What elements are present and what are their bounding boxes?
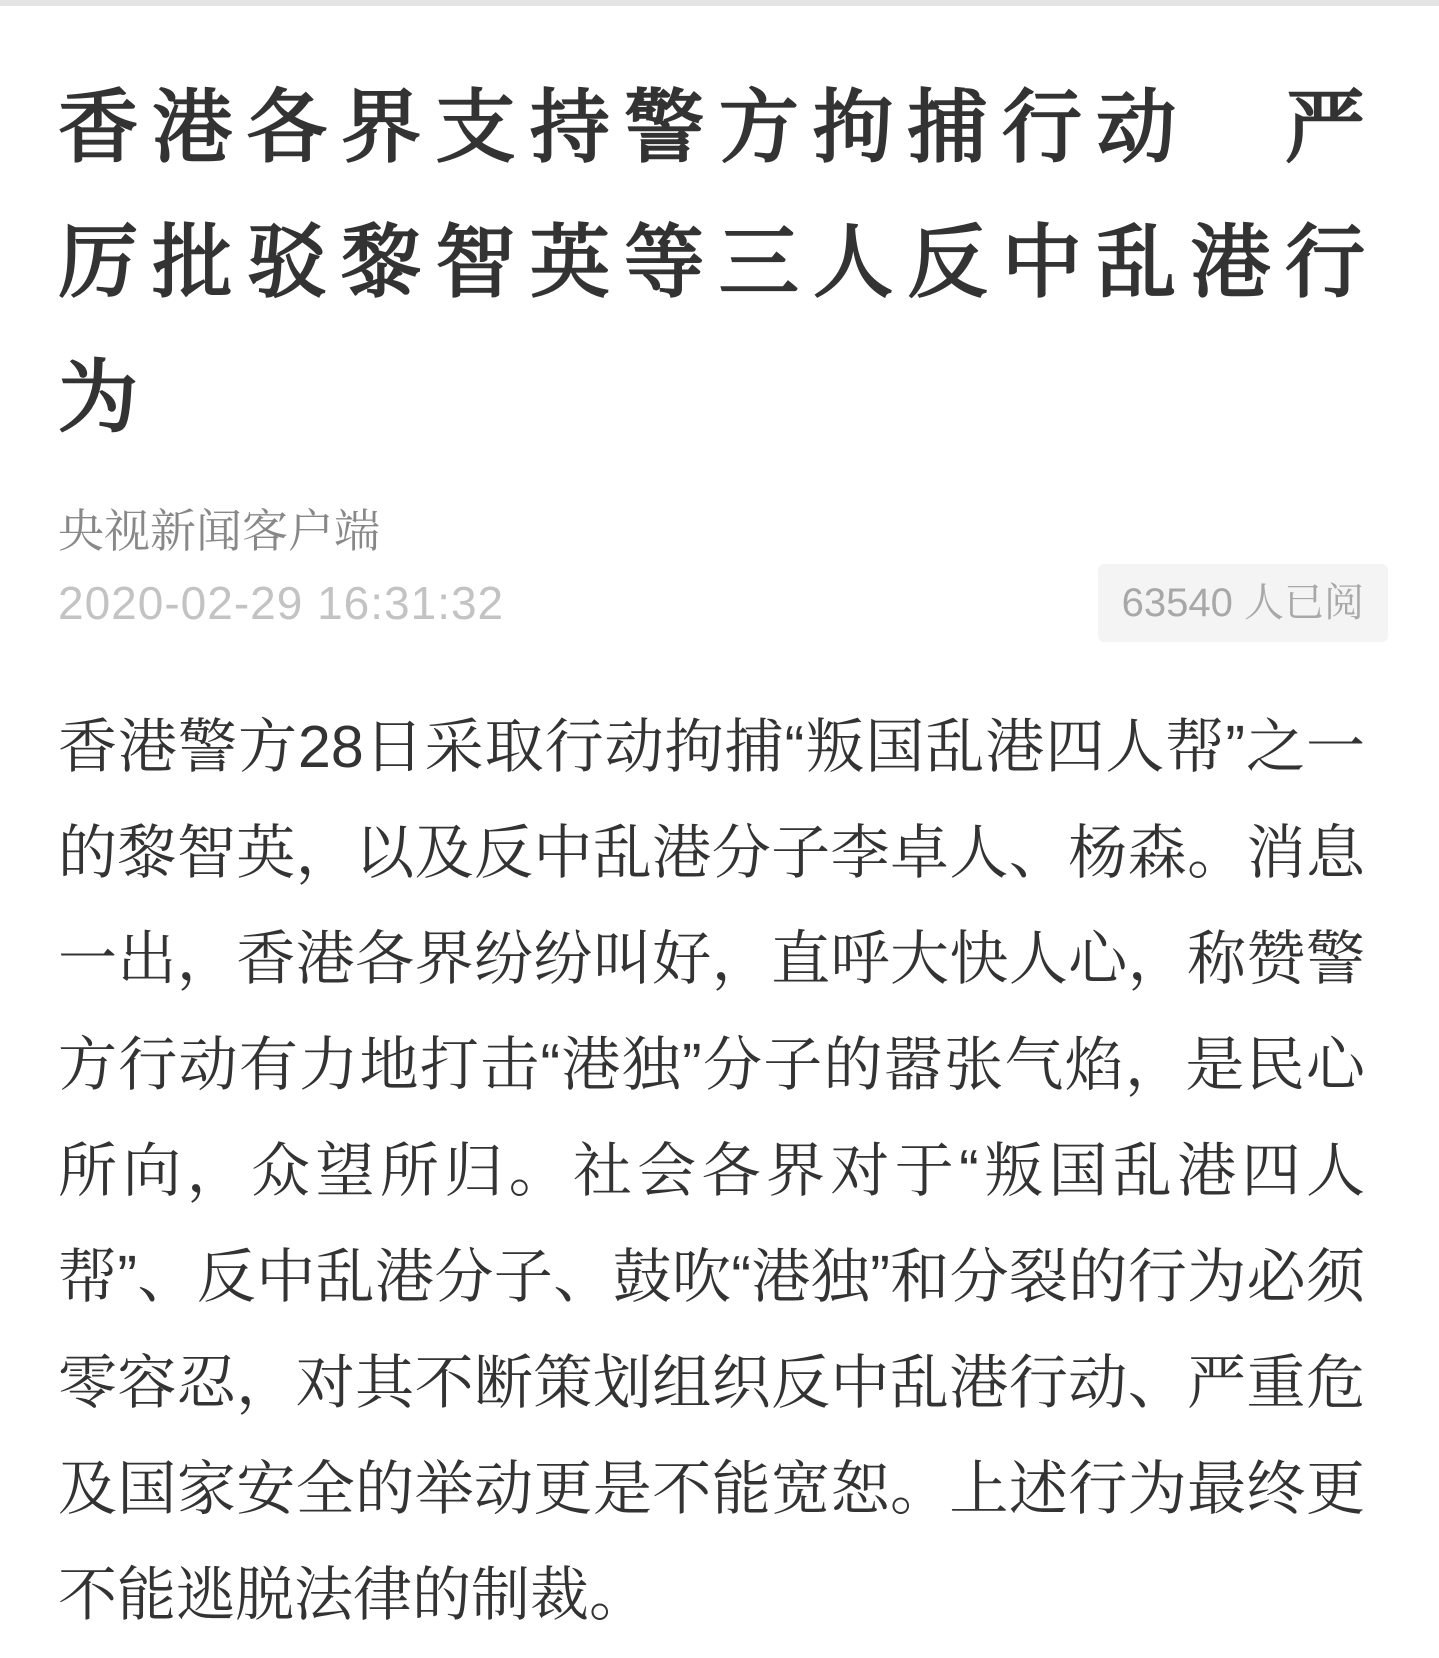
article-body-line: 及国家安全的举动更是不能宽恕。上述行为最终更 [58,1456,1365,1522]
article-body-line: 不能逃脱法律的制裁。 [58,1562,649,1628]
article-source: 央视新闻客户端 [58,505,380,557]
article-meta-row [58,564,1388,642]
article-title-line: 厉批驳黎智英等三人反中乱港行 [58,218,1365,307]
article-title [58,60,1365,465]
article-body-line: 方行动有力地打击“港独”分子的嚣张气焰，是民心 [58,1032,1365,1098]
article-body-line: 香港警方28日采取行动拘捕“叛国乱港四人帮”之一 [58,714,1365,780]
article-body-line: 所向，众望所归。社会各界对于“叛国乱港四人 [58,1138,1365,1204]
article-content [0,60,1439,1648]
article-body-line: 帮”、反中乱港分子、鼓吹“港独”和分裂的行为必须 [58,1244,1365,1310]
article-title-line: 为 [58,353,138,442]
article-body-line: 的黎智英，以及反中乱港分子李卓人、杨森。消息 [58,820,1365,886]
read-count-badge: 63540 人已阅 [1098,564,1388,642]
article-body-line: 零容忍，对其不断策划组织反中乱港行动、严重危 [58,1350,1365,1416]
publish-datetime: 2020-02-29 16:31:32 [58,577,505,629]
article-body-line: 一出，香港各界纷纷叫好，直呼大快人心，称赞警 [58,926,1365,992]
article-title-line: 香港各界支持警方拘捕行动 严 [58,83,1365,172]
top-divider [0,0,1439,6]
article-body [58,694,1365,1648]
